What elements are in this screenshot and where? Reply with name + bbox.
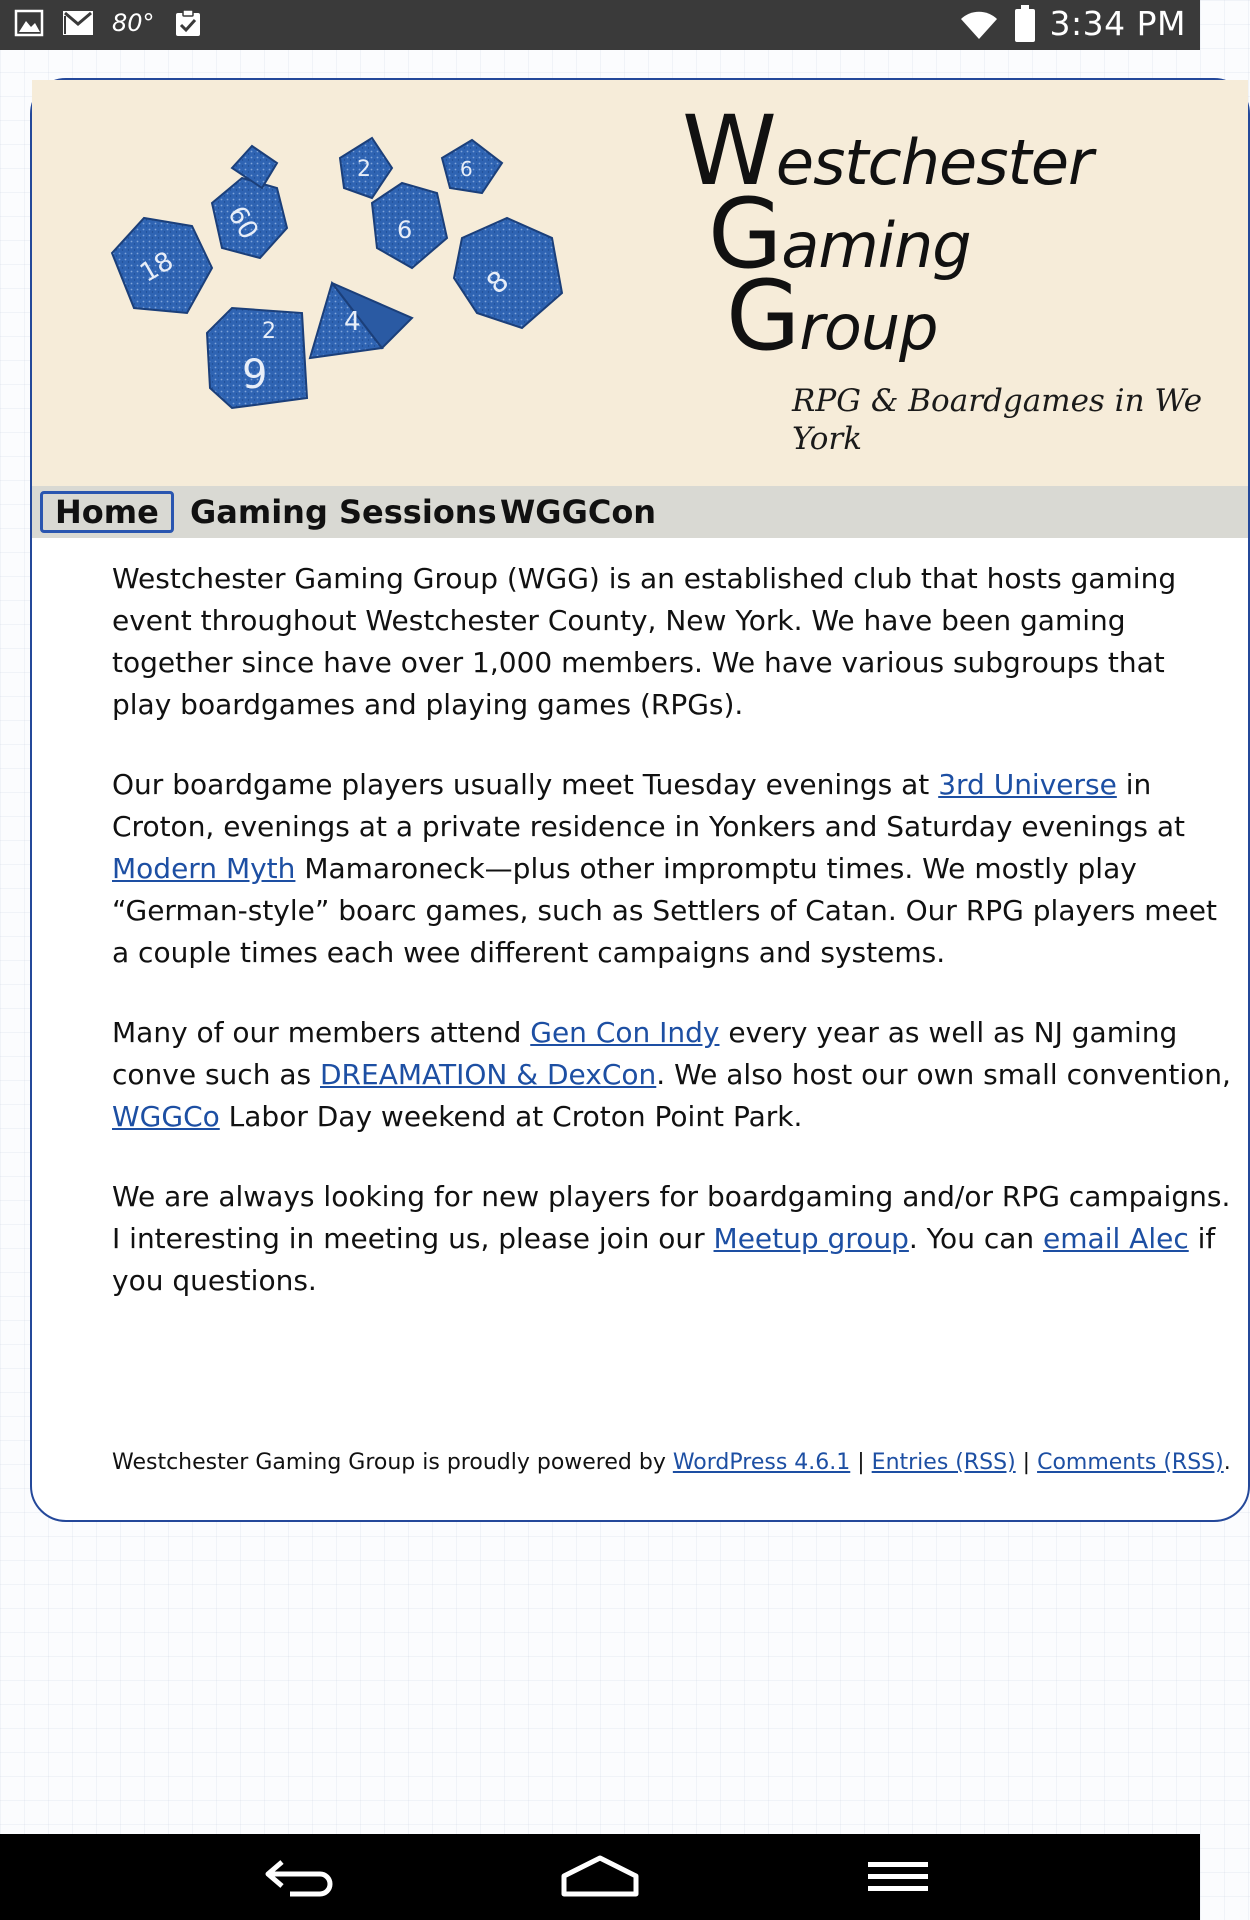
system-nav-bar: [0, 1834, 1200, 1920]
svg-text:6: 6: [397, 216, 413, 244]
main-nav: [32, 486, 1248, 538]
back-icon[interactable]: [262, 1854, 338, 1900]
clock: 3:34 PM: [1049, 4, 1186, 43]
logo-line-westchester: Westchester: [682, 95, 1093, 207]
link-meetup-group[interactable]: Meetup group: [713, 1222, 909, 1255]
link-email-alec[interactable]: email Alec: [1043, 1222, 1189, 1255]
nav-wggcon[interactable]: WGGCon: [500, 493, 657, 531]
page-card: [30, 78, 1250, 1522]
site-footer: Westchester Gaming Group is proudly powered by WordPress 4.6.1 | Entries (RSS) | Comments (RSS).: [112, 1450, 1231, 1475]
wifi-icon: [958, 7, 1000, 41]
gmail-icon: [62, 10, 94, 36]
battery-icon: [1014, 5, 1036, 43]
nav-gaming-sessions[interactable]: Gaming Sessions: [190, 493, 497, 531]
svg-text:6: 6: [460, 157, 473, 181]
paragraph-join: We are always looking for new players for boardgaming and/or RPG campaigns. I interesting in meeting us, please join our Meetup group. You can email Alec if you questions.: [112, 1180, 1231, 1297]
svg-text:9: 9: [242, 352, 268, 398]
paragraph-conventions: Many of our members attend Gen Con Indy every year as well as NJ gaming conve such as DREAMATION & DexCon. We also host our own small convention, WGGCo Labor Day weekend at Croton Point Park.: [112, 1016, 1231, 1133]
link-dreamation-dexcon[interactable]: DREAMATION & DexCon: [320, 1058, 657, 1091]
link-comments-rss[interactable]: Comments (RSS): [1037, 1450, 1224, 1475]
link-entries-rss[interactable]: Entries (RSS): [871, 1450, 1016, 1475]
clipboard-check-icon: [173, 8, 203, 38]
page-content: [112, 558, 1232, 1340]
paragraph-boardgames: Our boardgame players usually meet Tuesday evenings at 3rd Universe in Croton, evenings at a private residence in Yonkers and Saturday evenings at Modern Myth Mamaroneck—plus other impromptu times. We mostly play “German-style” boarc games, such as Settlers of Catan. Our RPG players meet a couple times each wee different campaigns and systems.: [112, 768, 1217, 969]
status-left-icons: [14, 8, 203, 38]
svg-text:8: 8: [480, 263, 516, 301]
svg-text:18: 18: [135, 246, 179, 289]
svg-text:2: 2: [262, 319, 276, 344]
menu-icon[interactable]: [866, 1854, 930, 1900]
link-gen-con-indy[interactable]: Gen Con Indy: [530, 1016, 720, 1049]
status-bar: [0, 0, 1200, 50]
link-wordpress[interactable]: WordPress 4.6.1: [672, 1450, 851, 1475]
nav-home[interactable]: Home: [40, 491, 174, 533]
site-logo[interactable]: [682, 95, 1102, 373]
link-3rd-universe[interactable]: 3rd Universe: [938, 768, 1117, 801]
site-header: [32, 80, 1248, 486]
svg-text:2: 2: [357, 157, 371, 182]
home-icon[interactable]: [560, 1854, 640, 1900]
svg-text:60: 60: [221, 201, 264, 245]
logo-line-gaming: Gaming: [708, 177, 971, 290]
svg-text:4: 4: [344, 307, 361, 337]
image-icon: [14, 9, 44, 37]
paragraph-intro: Westchester Gaming Group (WGG) is an established club that hosts gaming event throughout Westchester County, New York. We have been gaming together since have over 1,000 members. We have various subgroups that play boardgames and playing games (RPGs).: [112, 562, 1177, 721]
link-modern-myth[interactable]: Modern Myth: [112, 852, 296, 885]
logo-line-group: Group: [726, 260, 938, 373]
dice-image: [82, 108, 602, 448]
status-right-icons: [958, 4, 1186, 43]
link-wggcon[interactable]: WGGCo: [112, 1100, 220, 1133]
site-tagline: RPG & Boardgames in We York: [792, 383, 1203, 457]
temperature: 80°: [112, 9, 155, 37]
